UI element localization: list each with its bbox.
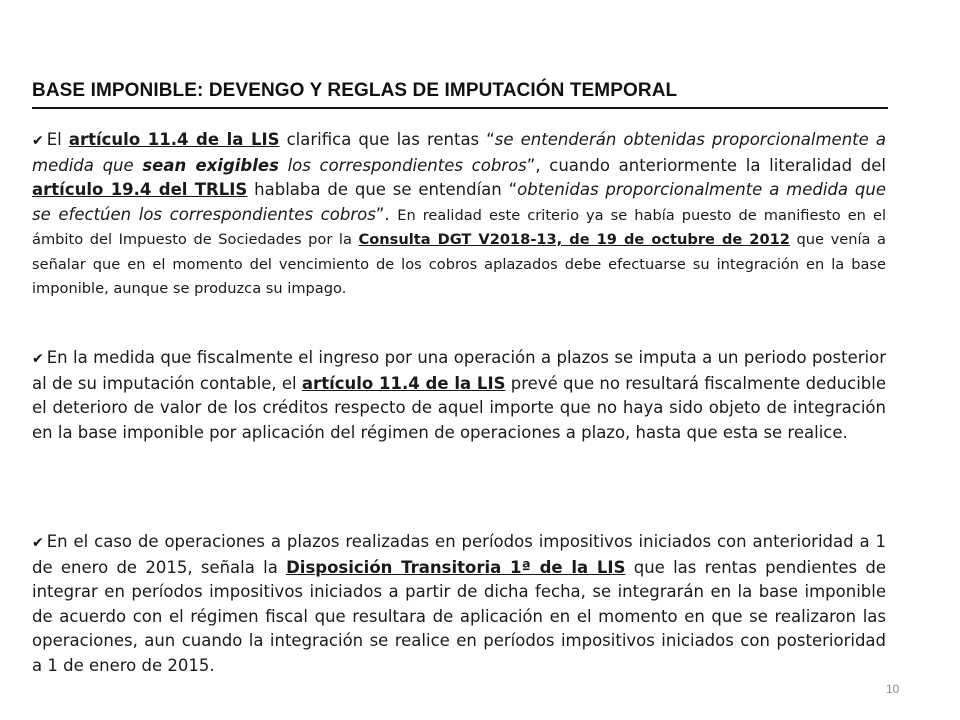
- text: hablaba de que se entendían “: [247, 180, 518, 199]
- text: que venía a señalar que en el momento del vencimiento de los cobros aplazados debe efectuarse su integración en la base imponible, aunque se produzca su impago.: [32, 231, 886, 297]
- quote-text: obtenidas proporcionalmente a medida que se efectúen los correspondientes cobros: [32, 180, 886, 224]
- emphasis-text: sean exigibles: [142, 155, 279, 175]
- text: En realidad este criterio ya se había puesto de manifiesto en el ámbito del Impuesto de Sociedades por la: [32, 206, 886, 248]
- reference-link: Disposición Transitoria 1ª de la LIS: [286, 557, 626, 577]
- checkmark-icon: ✔: [32, 351, 44, 367]
- page-number: 10: [886, 682, 900, 696]
- text: clarifica que las rentas “: [279, 130, 495, 149]
- title-divider: [32, 107, 888, 109]
- reference-link: artículo 19.4 del TRLIS: [32, 180, 248, 199]
- text: ”, cuando anteriormente la literalidad del: [526, 155, 886, 175]
- checkmark-icon: ✔: [32, 535, 44, 551]
- quote-text: los correspondientes cobros: [278, 155, 527, 175]
- quote-text: se entenderán obtenidas proporcionalmente a medida que: [32, 130, 886, 175]
- paragraph-2: [32, 346, 886, 445]
- reference-link: artículo 11.4 de la LIS: [68, 130, 280, 149]
- reference-link: artículo 11.4 de la LIS: [301, 373, 506, 393]
- paragraph-1: [32, 128, 886, 301]
- text: que las rentas pendientes de integrar en períodos impositivos iniciados a partir de dicha fecha, se integrarán en la base imponible de acuerdo con el régimen fiscal que resultara de aplicación en el momento en que se realizaron las operaciones, aun cuando la integración se realice en períodos impositivos iniciados con posterioridad a 1 de enero de 2015.: [32, 557, 886, 675]
- text: En el caso de operaciones a plazos realizadas en períodos impositivos iniciados con anterioridad a 1 de enero de 2015, señala la: [32, 532, 886, 577]
- text: prevé que no resultará fiscalmente deducible el deterioro de valor de los créditos respecto de aquel importe que no haya sido objeto de integración en la base imponible por aplicación del régimen de operaciones a plazo, hasta que esta se realice.: [32, 373, 886, 442]
- checkmark-icon: ✔: [32, 133, 44, 149]
- reference-link: Consulta DGT V2018-13, de 19 de octubre de 2012: [358, 231, 790, 248]
- text: ”.: [375, 204, 398, 224]
- paragraph-3: [32, 530, 886, 678]
- text: En la medida que fiscalmente el ingreso por una operación a plazos se imputa a un periodo posterior al de su imputación contable, el: [32, 348, 886, 393]
- slide-title: BASE IMPONIBLE: DEVENGO Y REGLAS DE IMPUTACIÓN TEMPORAL: [32, 80, 678, 101]
- text: El: [46, 130, 69, 149]
